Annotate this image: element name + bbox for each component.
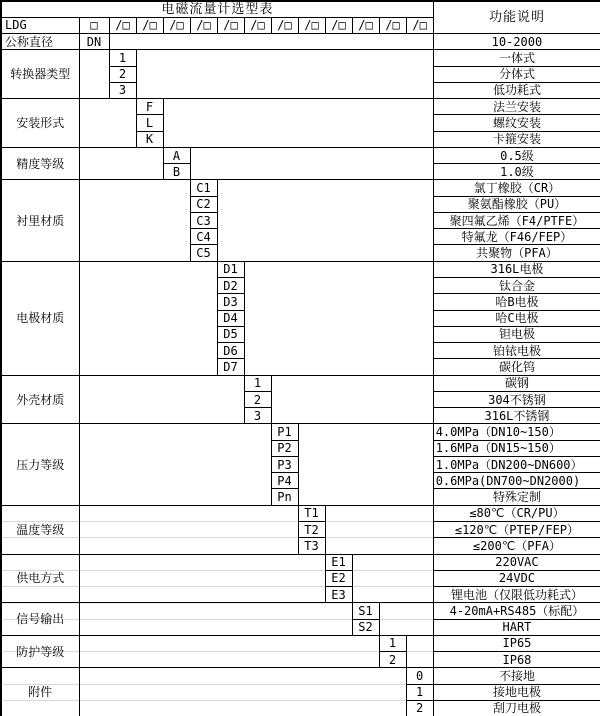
code-cell: E1 [325, 554, 352, 570]
model-slot-box: /□ [379, 17, 406, 33]
desc-cell: 钛合金 [433, 278, 600, 294]
code-cell: E3 [325, 587, 352, 603]
gap-left [79, 99, 136, 148]
option-row [1, 375, 600, 391]
diameter-row [1, 34, 600, 50]
code-cell: T1 [298, 505, 325, 521]
code-cell: C1 [190, 180, 217, 196]
code-cell: L [136, 115, 163, 131]
code-cell: Pn [271, 489, 298, 505]
desc-cell: 24VDC [433, 570, 600, 586]
gap-left [79, 554, 325, 603]
desc-cell: 卡箍安装 [433, 131, 600, 147]
desc-cell: 钽电极 [433, 326, 600, 342]
gap-right [379, 603, 433, 636]
model-slot-box: /□ [217, 17, 244, 33]
desc-cell: 碳化钨 [433, 359, 600, 375]
gap-right [217, 180, 433, 261]
model-slot-box: /□ [325, 17, 352, 33]
option-row [1, 261, 600, 277]
group-label: 信号输出 [1, 603, 79, 636]
desc-cell: 聚氨酯橡胶（PU） [433, 196, 600, 212]
option-row [1, 668, 600, 684]
code-cell: C4 [190, 229, 217, 245]
gap-left [79, 50, 109, 99]
group-label: 转换器类型 [1, 50, 79, 99]
gap-left [79, 424, 271, 505]
gap-right [271, 375, 433, 424]
desc-cell: 316L电极 [433, 261, 600, 277]
model-prefix: LDG [1, 17, 79, 33]
diameter-desc: 10-2000 [433, 34, 600, 50]
desc-cell: 分体式 [433, 66, 600, 82]
desc-cell: ≤200℃（PFA） [433, 538, 600, 554]
desc-cell: 特殊定制 [433, 489, 600, 505]
code-cell: C3 [190, 212, 217, 228]
desc-cell: 0.5级 [433, 147, 600, 163]
gap-right [136, 50, 433, 99]
group-label: 压力等级 [1, 424, 79, 505]
desc-cell: 4.0MPa（DN10~150） [433, 424, 600, 440]
model-slot-box: /□ [136, 17, 163, 33]
desc-cell: 螺纹安装 [433, 115, 600, 131]
option-row [1, 635, 600, 651]
model-slot-box: /□ [352, 17, 379, 33]
code-cell: 2 [244, 391, 271, 407]
group-label: 外壳材质 [1, 375, 79, 424]
diameter-code: DN [79, 34, 109, 50]
code-cell: S1 [352, 603, 379, 619]
desc-cell: 1.6MPa（DN15~150） [433, 440, 600, 456]
code-cell: C2 [190, 196, 217, 212]
gap-right [190, 147, 433, 180]
desc-cell: ≤80℃（CR/PU） [433, 505, 600, 521]
model-slot-box: /□ [271, 17, 298, 33]
group-label: 安装形式 [1, 99, 79, 148]
gap-right [325, 505, 433, 554]
option-row [1, 554, 600, 570]
option-row [1, 99, 600, 115]
option-row [1, 603, 600, 619]
desc-cell: 低功耗式 [433, 82, 600, 98]
page-title: 电磁流量计选型表 [1, 1, 433, 17]
gap-left [79, 147, 163, 180]
code-cell: 3 [109, 82, 136, 98]
code-cell: T3 [298, 538, 325, 554]
desc-cell: 304不锈钢 [433, 391, 600, 407]
group-label: 温度等级 [1, 505, 79, 554]
desc-cell: 一体式 [433, 50, 600, 66]
code-cell: D5 [217, 326, 244, 342]
desc-cell: 4-20mA+RS485（标配） [433, 603, 600, 619]
gap-right [244, 261, 433, 375]
desc-cell: 锂电池（仅限低功耗式） [433, 587, 600, 603]
code-cell: D2 [217, 278, 244, 294]
code-cell: P1 [271, 424, 298, 440]
option-row [1, 180, 600, 196]
code-cell: P3 [271, 456, 298, 472]
desc-cell: 哈C电极 [433, 310, 600, 326]
desc-cell: 316L不锈钢 [433, 408, 600, 424]
code-cell: D1 [217, 261, 244, 277]
desc-cell: 刮刀电极 [433, 700, 600, 716]
gap-left [79, 261, 217, 375]
desc-cell: IP68 [433, 652, 600, 668]
diameter-gap [109, 34, 433, 50]
gap-left [79, 668, 406, 716]
code-cell: 2 [406, 700, 433, 716]
gap-right [298, 424, 433, 505]
gap-left [79, 603, 352, 636]
option-row [1, 147, 600, 163]
desc-cell: 特氟龙（F46/FEP） [433, 229, 600, 245]
group-label: 电极材质 [1, 261, 79, 375]
gap-left [79, 635, 379, 668]
model-slot-box: /□ [190, 17, 217, 33]
code-cell: E2 [325, 570, 352, 586]
desc-cell: IP65 [433, 635, 600, 651]
desc-cell: 1.0MPa（DN200~DN600） [433, 456, 600, 472]
option-row [1, 424, 600, 440]
code-cell: K [136, 131, 163, 147]
model-slot-box: /□ [298, 17, 325, 33]
code-cell: 2 [379, 652, 406, 668]
model-slot-box: /□ [244, 17, 271, 33]
desc-cell: 0.6MPa(DN700~DN2000) [433, 473, 600, 489]
desc-cell: 220VAC [433, 554, 600, 570]
code-cell: 1 [244, 375, 271, 391]
function-column-header: 功能说明 [433, 1, 600, 34]
option-row [1, 50, 600, 66]
group-label: 附件 [1, 668, 79, 716]
model-slot-box: /□ [109, 17, 136, 33]
diameter-label: 公称直径 [1, 34, 79, 50]
group-label: 供电方式 [1, 554, 79, 603]
code-cell: D7 [217, 359, 244, 375]
code-cell: 3 [244, 408, 271, 424]
desc-cell: ≤120℃（PTEP/FEP） [433, 522, 600, 538]
desc-cell: 氯丁橡胶（CR） [433, 180, 600, 196]
gap-left [79, 180, 190, 261]
code-cell: 1 [406, 684, 433, 700]
gap-left [79, 505, 298, 554]
model-slot-box: /□ [406, 17, 433, 33]
group-label: 精度等级 [1, 147, 79, 180]
code-cell: P2 [271, 440, 298, 456]
desc-cell: 共聚物（PFA） [433, 245, 600, 261]
code-cell: 0 [406, 668, 433, 684]
code-cell: 1 [379, 635, 406, 651]
desc-cell: 法兰安装 [433, 99, 600, 115]
desc-cell: HART [433, 619, 600, 635]
code-cell: D4 [217, 310, 244, 326]
code-cell: 2 [109, 66, 136, 82]
code-cell: F [136, 99, 163, 115]
gap-right [406, 635, 433, 668]
gap-left [79, 375, 244, 424]
desc-cell: 哈B电极 [433, 294, 600, 310]
code-cell: A [163, 147, 190, 163]
code-cell: C5 [190, 245, 217, 261]
gap-right [352, 554, 433, 603]
code-cell: B [163, 164, 190, 180]
gap-right [163, 99, 433, 148]
desc-cell: 碳钢 [433, 375, 600, 391]
desc-cell: 聚四氟乙烯（F4/PTFE） [433, 212, 600, 228]
code-cell: D6 [217, 343, 244, 359]
desc-cell: 1.0级 [433, 164, 600, 180]
code-cell: P4 [271, 473, 298, 489]
group-label: 衬里材质 [1, 180, 79, 261]
code-cell: T2 [298, 522, 325, 538]
code-cell: S2 [352, 619, 379, 635]
desc-cell: 接地电极 [433, 684, 600, 700]
model-first-box: □ [79, 17, 109, 33]
code-cell: D3 [217, 294, 244, 310]
model-slot-box: /□ [163, 17, 190, 33]
desc-cell: 铂铱电极 [433, 343, 600, 359]
code-cell: 1 [109, 50, 136, 66]
desc-cell: 不接地 [433, 668, 600, 684]
option-row [1, 505, 600, 521]
group-label: 防护等级 [1, 635, 79, 668]
title-row [1, 1, 600, 17]
